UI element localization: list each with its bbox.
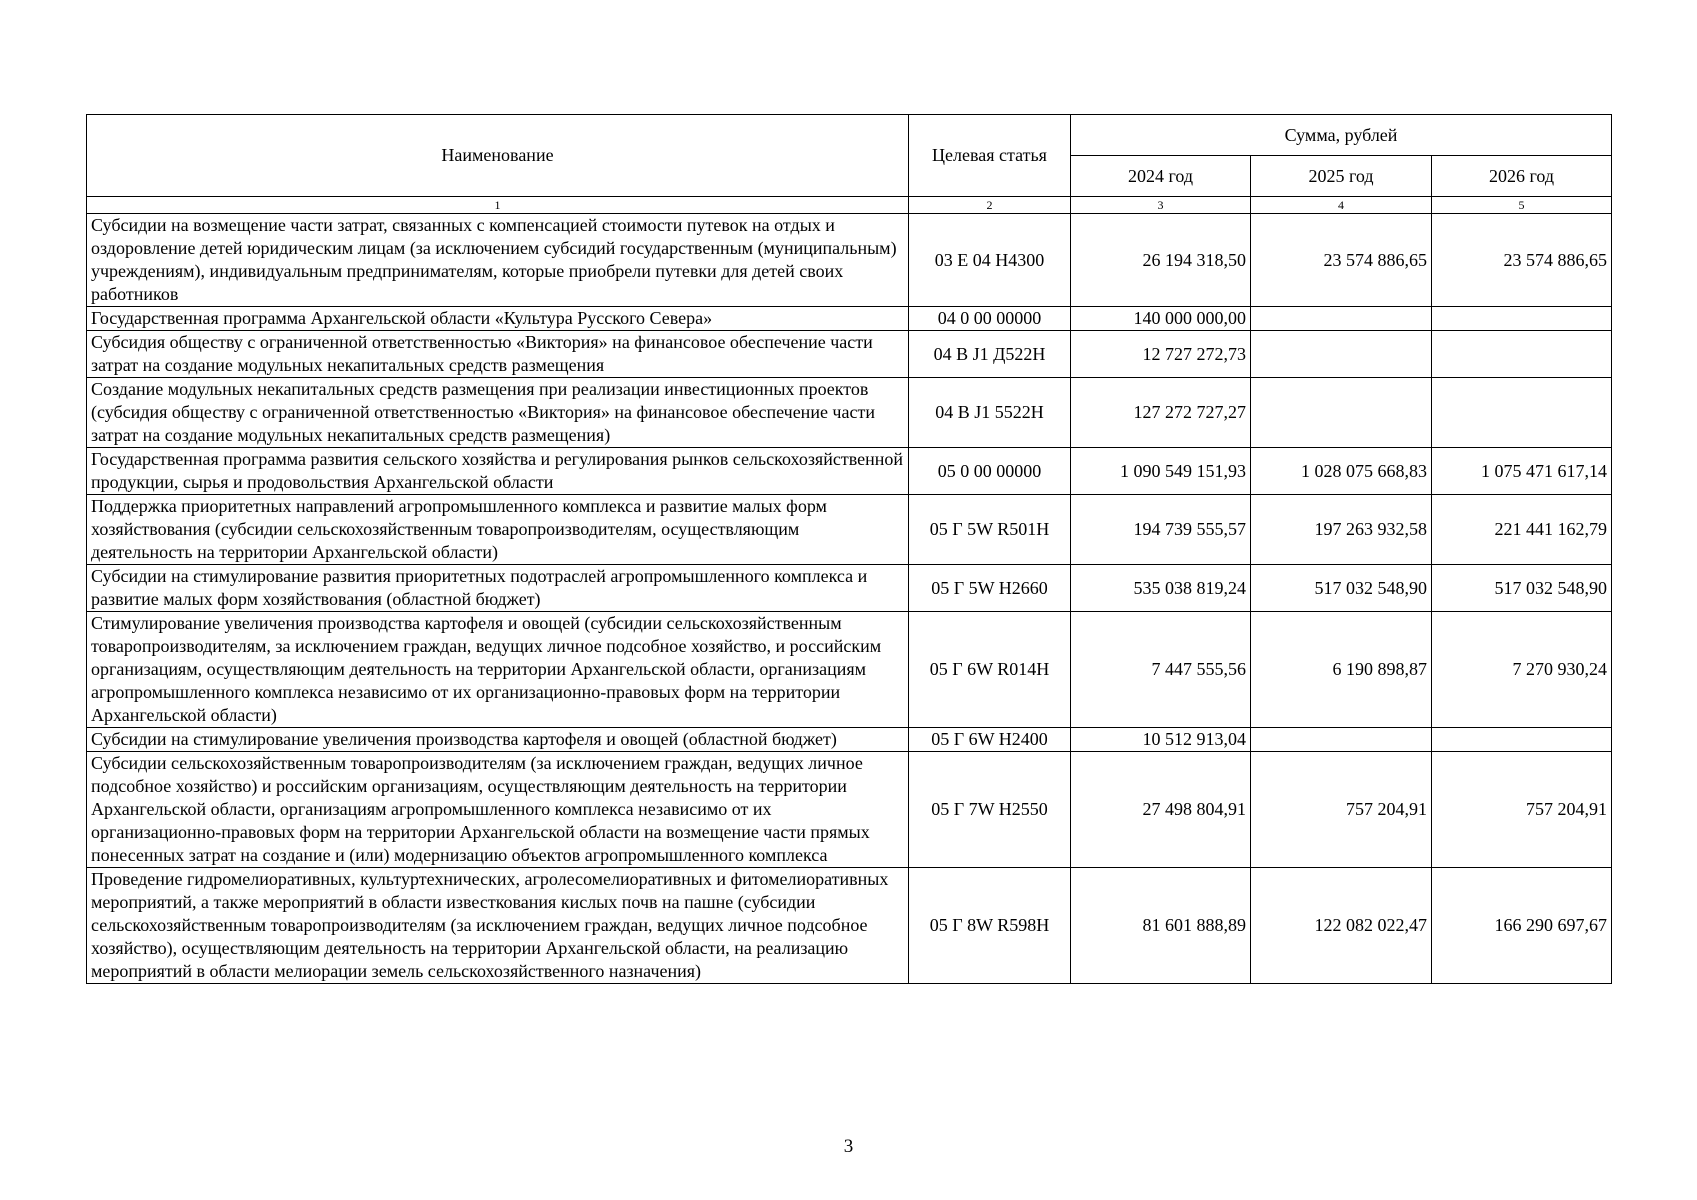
row-amount-2026: 757 204,91 [1432, 752, 1612, 868]
row-name: Стимулирование увеличения производства картофеля и овощей (субсидии сельскохозяйственным товаропроизводителям, за исключением граждан, ведущих личное подсобное хозяйство, и российским организациям, осуществляющим деятельность на территории Архангельской области, организациям агропромышленного комплекса независимо от их организационно-правовых форм на территории Архангельской области) [87, 612, 909, 728]
row-code: 05 Г 8W R598Н [909, 868, 1071, 984]
page-number: 3 [843, 1136, 854, 1157]
row-amount-2025 [1251, 307, 1432, 331]
column-number: 3 [1071, 197, 1251, 214]
row-amount-2024: 27 498 804,91 [1071, 752, 1251, 868]
column-number-row [87, 197, 1612, 214]
table-body [87, 214, 1612, 984]
row-amount-2024: 10 512 913,04 [1071, 728, 1251, 752]
column-number: 5 [1432, 197, 1612, 214]
budget-table [86, 114, 1612, 984]
row-amount-2024: 535 038 819,24 [1071, 565, 1251, 612]
table-row [87, 307, 1612, 331]
row-amount-2025: 757 204,91 [1251, 752, 1432, 868]
column-number: 1 [87, 197, 909, 214]
row-code: 05 Г 5W Н2660 [909, 565, 1071, 612]
row-amount-2026 [1432, 331, 1612, 378]
row-amount-2024: 140 000 000,00 [1071, 307, 1251, 331]
row-code: 04 В J1 5522Н [909, 378, 1071, 448]
table-row [87, 331, 1612, 378]
row-amount-2026: 7 270 930,24 [1432, 612, 1612, 728]
row-amount-2026: 23 574 886,65 [1432, 214, 1612, 307]
row-name: Субсидия обществу с ограниченной ответственностью «Виктория» на финансовое обеспечение части затрат на создание модульных некапитальных средств размещения [87, 331, 909, 378]
row-amount-2024: 7 447 555,56 [1071, 612, 1251, 728]
header-sum: Сумма, рублей [1071, 115, 1612, 156]
row-amount-2025: 6 190 898,87 [1251, 612, 1432, 728]
table-header [87, 115, 1612, 214]
row-name: Государственная программа развития сельского хозяйства и регулирования рынков сельскохозяйственной продукции, сырья и продовольствия Архангельской области [87, 448, 909, 495]
table-row [87, 752, 1612, 868]
row-amount-2025: 197 263 932,58 [1251, 495, 1432, 565]
table-row [87, 448, 1612, 495]
header-code: Целевая статья [909, 115, 1071, 197]
column-number: 4 [1251, 197, 1432, 214]
row-name: Субсидии на возмещение части затрат, связанных с компенсацией стоимости путевок на отдых и оздоровление детей юридическим лицам (за исключением субсидий государственным (муниципальным) учреждениям), индивидуальным предпринимателям, которые приобрели путевки для детей своих работников [87, 214, 909, 307]
row-amount-2024: 127 272 727,27 [1071, 378, 1251, 448]
row-amount-2025: 1 028 075 668,83 [1251, 448, 1432, 495]
row-code: 04 0 00 00000 [909, 307, 1071, 331]
row-amount-2025: 23 574 886,65 [1251, 214, 1432, 307]
row-amount-2025 [1251, 728, 1432, 752]
row-amount-2026 [1432, 307, 1612, 331]
table-row [87, 495, 1612, 565]
header-year-2025: 2025 год [1251, 156, 1432, 197]
table-row [87, 378, 1612, 448]
row-code: 05 Г 7W Н2550 [909, 752, 1071, 868]
table-row [87, 728, 1612, 752]
row-code: 05 Г 6W R014Н [909, 612, 1071, 728]
row-name: Субсидии на стимулирование увеличения производства картофеля и овощей (областной бюджет) [87, 728, 909, 752]
header-year-2026: 2026 год [1432, 156, 1612, 197]
row-amount-2024: 194 739 555,57 [1071, 495, 1251, 565]
table-row [87, 868, 1612, 984]
header-year-2024: 2024 год [1071, 156, 1251, 197]
row-code: 05 0 00 00000 [909, 448, 1071, 495]
row-amount-2025 [1251, 378, 1432, 448]
row-code: 05 Г 6W Н2400 [909, 728, 1071, 752]
header-row-1 [87, 115, 1612, 156]
row-amount-2026: 1 075 471 617,14 [1432, 448, 1612, 495]
row-name: Государственная программа Архангельской области «Культура Русского Севера» [87, 307, 909, 331]
row-amount-2026 [1432, 378, 1612, 448]
table-row [87, 612, 1612, 728]
table-row [87, 214, 1612, 307]
column-number: 2 [909, 197, 1071, 214]
row-code: 05 Г 5W R501Н [909, 495, 1071, 565]
row-amount-2025 [1251, 331, 1432, 378]
row-name: Субсидии на стимулирование развития приоритетных подотраслей агропромышленного комплекса и развитие малых форм хозяйствования (областной бюджет) [87, 565, 909, 612]
row-name: Поддержка приоритетных направлений агропромышленного комплекса и развитие малых форм хозяйствования (субсидии сельскохозяйственным товаропроизводителям, осуществляющим деятельность на территории Архангельской области) [87, 495, 909, 565]
table-row [87, 565, 1612, 612]
row-name: Проведение гидромелиоративных, культуртехнических, агролесомелиоративных и фитомелиоративных мероприятий, а также мероприятий в области известкования кислых почв на пашне (субсидии сельскохозяйственным товаропроизводителям (за исключением граждан, ведущих личное подсобное хозяйство), осуществляющим деятельность на территории Архангельской области, на реализацию мероприятий в области мелиорации земель сельскохозяйственного назначения) [87, 868, 909, 984]
row-amount-2024: 12 727 272,73 [1071, 331, 1251, 378]
row-amount-2024: 1 090 549 151,93 [1071, 448, 1251, 495]
row-code: 03 Е 04 Н4300 [909, 214, 1071, 307]
row-amount-2026: 166 290 697,67 [1432, 868, 1612, 984]
row-amount-2026: 517 032 548,90 [1432, 565, 1612, 612]
row-amount-2024: 26 194 318,50 [1071, 214, 1251, 307]
header-name: Наименование [87, 115, 909, 197]
row-amount-2026 [1432, 728, 1612, 752]
row-code: 04 В J1 Д522Н [909, 331, 1071, 378]
row-name: Субсидии сельскохозяйственным товаропроизводителям (за исключением граждан, ведущих личное подсобное хозяйство) и российским организациям, осуществляющим деятельность на территории Архангельской области, организациям агропромышленного комплекса независимо от их организационно-правовых форм на территории Архангельской области на возмещение части прямых понесенных затрат на создание и (или) модернизацию объектов агропромышленного комплекса [87, 752, 909, 868]
row-amount-2025: 517 032 548,90 [1251, 565, 1432, 612]
row-amount-2025: 122 082 022,47 [1251, 868, 1432, 984]
row-name: Создание модульных некапитальных средств размещения при реализации инвестиционных проектов (субсидия обществу с ограниченной ответственностью «Виктория» на финансовое обеспечение части затрат на создание модульных некапитальных средств размещения) [87, 378, 909, 448]
row-amount-2026: 221 441 162,79 [1432, 495, 1612, 565]
row-amount-2024: 81 601 888,89 [1071, 868, 1251, 984]
